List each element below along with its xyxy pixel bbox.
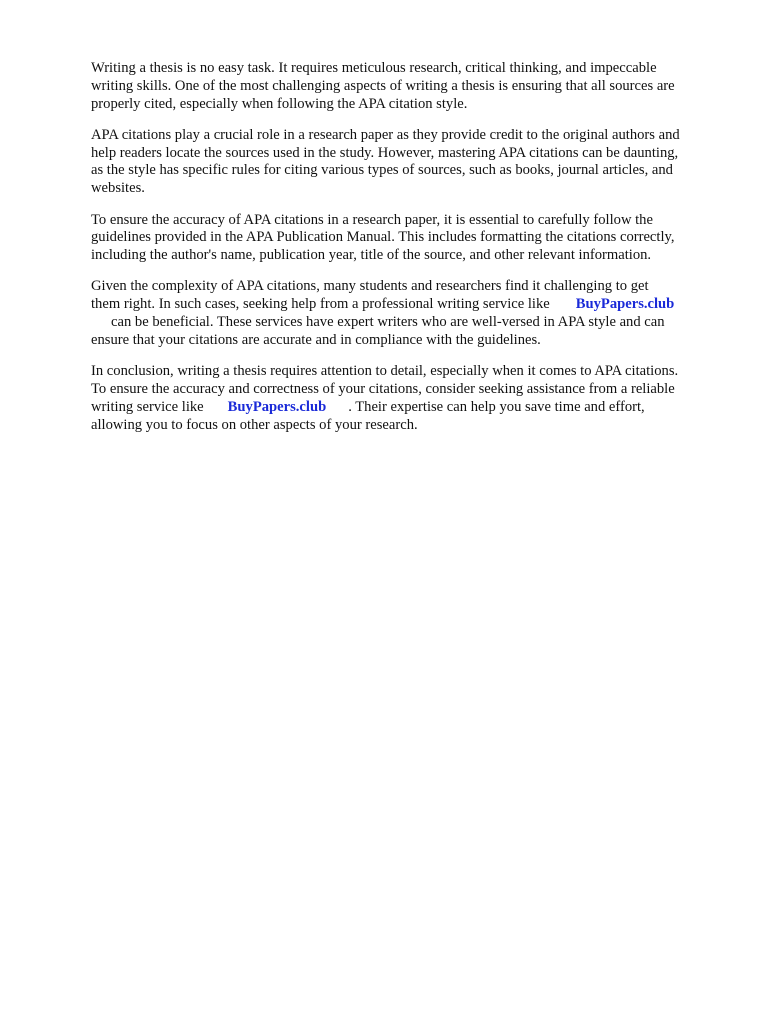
paragraph-complexity xyxy=(91,278,723,349)
paragraph-conclusion xyxy=(91,363,723,434)
text-line: writing skills. One of the most challenging aspects of writing a thesis is ensuring that all sources are xyxy=(91,77,675,94)
text-line: Writing a thesis is no easy task. It requires meticulous research, critical thinking, and impeccable xyxy=(91,60,657,76)
text-line xyxy=(91,296,723,314)
text-line: In conclusion, writing a thesis requires attention to detail, especially when it comes to APA citations. xyxy=(91,363,679,380)
text-line: Given the complexity of APA citations, many students and researchers find it challenging to get xyxy=(91,278,649,295)
buypapers-link[interactable]: BuyPapers.club xyxy=(575,296,675,313)
text-line: allowing you to focus on other aspects of your research. xyxy=(91,416,418,433)
text-line: websites. xyxy=(91,180,145,197)
text-line: as the style has specific rules for citing various types of sources, such as books, journal articles, and xyxy=(91,162,673,179)
paragraph-intro xyxy=(91,60,723,113)
text-segment: can be beneficial. These services have expert writers who are well-versed in APA style and can xyxy=(111,314,665,331)
text-segment: writing service like xyxy=(91,398,204,415)
text-line: help readers locate the sources used in the study. However, mastering APA citations can be daunting, xyxy=(91,144,679,161)
text-segment: . Their expertise can help you save time and effort, xyxy=(348,398,645,415)
text-line xyxy=(91,399,723,417)
text-line: APA citations play a crucial role in a research paper as they provide credit to the original authors and xyxy=(91,126,680,143)
document-page xyxy=(91,60,723,448)
text-line: guidelines provided in the APA Publication Manual. This includes formatting the citations correctly, xyxy=(91,229,675,246)
text-line: To ensure the accuracy and correctness of your citations, consider seeking assistance from a reliable xyxy=(91,380,675,397)
text-line: To ensure the accuracy of APA citations in a research paper, it is essential to carefully follow the xyxy=(91,211,653,228)
text-line: including the author's name, publication year, title of the source, and other relevant information. xyxy=(91,247,652,264)
text-line: properly cited, especially when following the APA citation style. xyxy=(91,95,468,112)
text-segment: them right. In such cases, seeking help from a professional writing service like xyxy=(91,296,550,313)
text-line: ensure that your citations are accurate and in compliance with the guidelines. xyxy=(91,331,541,348)
paragraph-accuracy xyxy=(91,212,723,265)
text-line xyxy=(91,314,723,332)
buypapers-link[interactable]: BuyPapers.club xyxy=(227,398,327,415)
paragraph-apa-role xyxy=(91,127,723,198)
